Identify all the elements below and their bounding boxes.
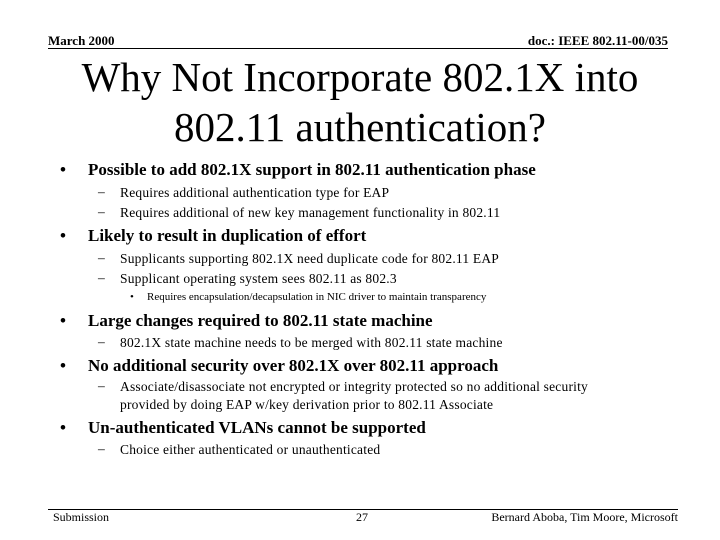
title-line-2: 802.11 authentication? [174, 104, 546, 150]
title-line-1: Why Not Incorporate 802.1X into [81, 54, 639, 100]
sub-bullet-text: Requires additional of new key management functionality in 802.11 [120, 205, 501, 220]
bullet-icon: • [130, 291, 134, 303]
sub-bullet-text: Choice either authenticated or unauthenticated [120, 442, 381, 457]
bullet-icon: • [60, 226, 66, 245]
sub-bullet-text-line-2: provided by doing EAP w/key derivation prior to 802.11 Associate [120, 397, 494, 412]
bullet-icon: • [60, 418, 66, 437]
dash-icon: – [98, 334, 105, 349]
sub-sub-bullet-text: Requires encapsulation/decapsulation in NIC driver to maintain transparency [147, 291, 487, 303]
dash-icon: – [98, 270, 105, 285]
bullet-icon: • [60, 356, 66, 375]
dash-icon: – [98, 378, 105, 393]
sub-bullet-text: Requires additional authentication type for EAP [120, 185, 390, 200]
bullet-text: No additional security over 802.1X over 802.11 approach [88, 356, 499, 375]
sub-bullet-text: Supplicant operating system sees 802.11 as 802.3 [120, 271, 397, 286]
sub-bullet-text: Supplicants supporting 802.1X need duplicate code for 802.11 EAP [120, 251, 499, 266]
sub-bullet-text-line-1: Associate/disassociate not encrypted or integrity protected so no additional security [120, 379, 588, 394]
dash-icon: – [98, 441, 105, 456]
bullet-text: Large changes required to 802.11 state machine [88, 311, 433, 330]
bullet-text: Un-authenticated VLANs cannot be supported [88, 418, 426, 437]
dash-icon: – [98, 250, 105, 265]
bullet-icon: • [60, 160, 66, 179]
header-date: March 2000 [48, 33, 115, 48]
dash-icon: – [98, 184, 105, 199]
footer-authors: Bernard Aboba, Tim Moore, Microsoft [491, 510, 678, 524]
bullet-text: Possible to add 802.1X support in 802.11 authentication phase [88, 160, 536, 179]
sub-bullet-text: 802.1X state machine needs to be merged with 802.11 state machine [120, 335, 503, 350]
bullet-text: Likely to result in duplication of effort [88, 226, 367, 245]
dash-icon: – [98, 204, 105, 219]
header-doc-id: doc.: IEEE 802.11-00/035 [527, 33, 668, 48]
footer-page-number: 27 [356, 510, 368, 524]
bullet-icon: • [60, 311, 66, 330]
footer-submission: Submission [53, 510, 110, 524]
